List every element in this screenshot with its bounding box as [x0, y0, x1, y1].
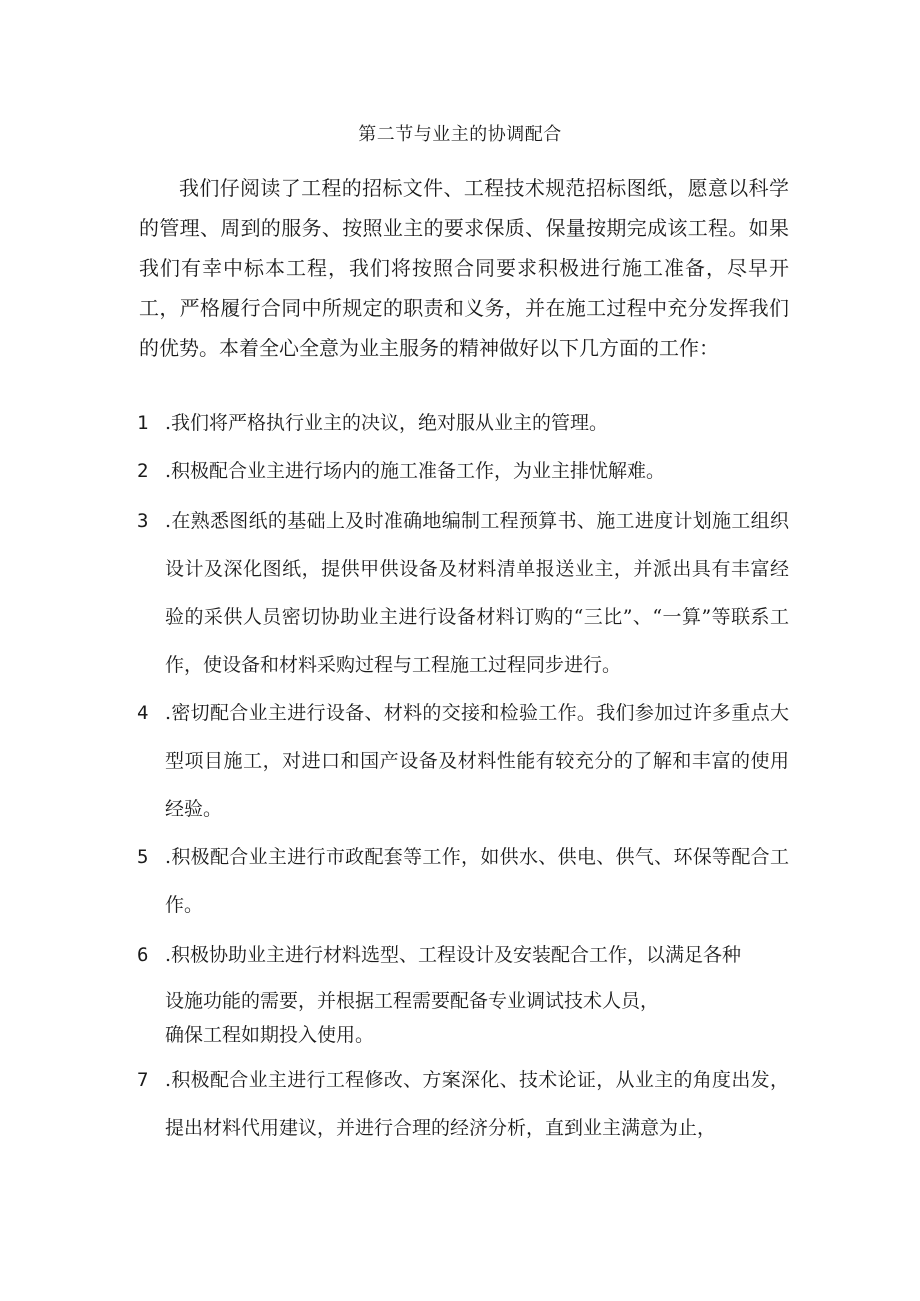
list-item-text: .积极配合业主进行市政配套等工作，如供水、供电、供气、环保等配合工作。 — [165, 846, 789, 916]
list-item-7 — [137, 1056, 789, 1152]
list-item-number: 1 — [137, 412, 149, 434]
list-item-text: .积极配合业主进行场内的施工准备工作，为业主排忧解难。 — [165, 460, 666, 482]
list-item-6 — [137, 931, 789, 1047]
list-item-line: .积极协助业主进行材料选型、工程设计及安装配合工作，以满足各种 — [165, 944, 742, 966]
list-item-3 — [137, 497, 789, 689]
list-item-2 — [137, 447, 789, 495]
intro-paragraph: 我们仔阅读了工程的招标文件、工程技术规范招标图纸，愿意以科学的管理、周到的服务、按照业主的要求保质、保量按期完成该工程。如果我们有幸中标本工程，我们将按照合同要求积极进行施工准备，尽早开工，严格履行合同中所规定的职责和义务，并在施工过程中充分发挥我们的优势。本着全心全意为业主服务的精神做好以下几方面的工作： — [139, 176, 789, 360]
list-item-text: .积极配合业主进行工程修改、方案深化、技术论证，从业主的角度出发，提出材料代用建议，并进行合理的经济分析，直到业主满意为止， — [165, 1069, 789, 1139]
list-item-line: 确保工程如期投入使用。 — [165, 1024, 375, 1046]
list-item-4 — [137, 689, 789, 833]
list-item-number: 6 — [137, 944, 149, 966]
list-item-number: 7 — [137, 1069, 149, 1091]
list-item-text — [165, 931, 789, 1047]
list-item-text: .我们将严格执行业主的决议，绝对服从业主的管理。 — [165, 412, 609, 434]
list-item-number: 5 — [137, 846, 149, 868]
list-item-text: .在熟悉图纸的基础上及时准确地编制工程预算书、施工进度计划施工组织设计及深化图纸，提供甲供设备及材料清单报送业主，并派出具有丰富经验的采供人员密切协助业主进行设备材料订购的“三比”、“一算”等联系工作，使设备和材料采购过程与工程施工过程同步进行。 — [165, 510, 789, 676]
list-item-number: 3 — [137, 510, 149, 532]
list-item-1 — [137, 399, 789, 447]
list-item-text: .密切配合业主进行设备、材料的交接和检验工作。我们参加过许多重点大型项目施工，对进口和国产设备及材料性能有较充分的了解和丰富的使用经验。 — [165, 702, 789, 820]
list-item-number: 2 — [137, 460, 149, 482]
list-item-number: 4 — [137, 702, 149, 724]
list-item-line: 设施功能的需要，并根据工程需要配备专业调试技术人员， — [165, 990, 660, 1012]
list-item-5 — [137, 833, 789, 929]
section-title: 第二节与业主的协调配合 — [358, 124, 562, 145]
